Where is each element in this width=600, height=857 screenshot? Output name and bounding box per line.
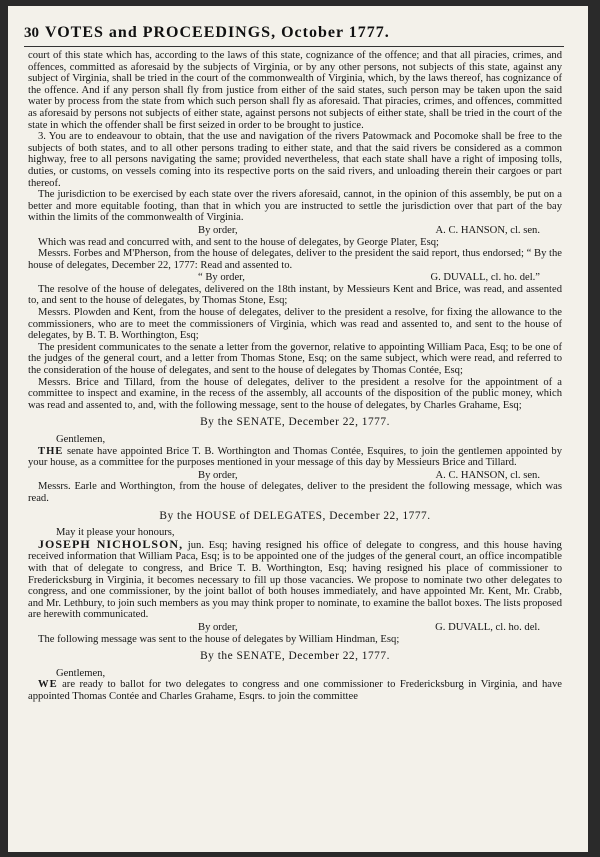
paragraph-president-letter: The president communicates to the senate a letter from the governor, relative to appointing William Paca, Esq; to be one of the judges of the general court, and a letter from Thomas Stone, Esq; on the same subject, which were read, and referred to the consideration of the house of delegates, and sent to the house of delegates by Thomas Contée, Esq;	[28, 341, 562, 377]
by-order: By order,	[198, 224, 238, 236]
lead-word: WE	[38, 679, 58, 691]
heading-house-delegates: By the HOUSE of DELEGATES, December 22, 1777.	[159, 509, 431, 522]
paragraph-senate-appointed: THE senate have appointed Brice T. B. Worthington and Thomas Contée, Esquires, to join the gentlemen appointed by your house, as a committee for the purposes mentioned in your message of this day by Messieurs Brice and Tillard.	[28, 445, 562, 469]
header-rule	[24, 46, 564, 47]
paragraph-resolve-18th: The resolve of the house of delegates, delivered on the 18th instant, by Messieurs Kent and Brice, was read, and assented to, and sent to the house of delegates, by Thomas Stone, Esq;	[28, 283, 562, 307]
salutation-1: Gentlemen,	[56, 434, 106, 445]
paragraph-ready-ballot: WE are ready to ballot for two delegates to congress and one commissioner to Fredericksburg in Virginia, and have appointed Thomas Contée and Charles Grahame, Esqrs. to join the committee	[28, 679, 562, 702]
paragraph-jurisdiction-offences: court of this state which has, according to the laws of this state, cognizance of the offence; and that all piracies, crimes, and offences, committed as aforesaid by the subjects of Virginia, or by any other persons, not subjects of this state, against any subject of Virginia, shall be tried in the court of the commonwealth of Virginia, which, by the laws thereof, has cognizance of the offence. And if any person shall fly from justice from either of the said states, such person may be taken upon the said water by process from the state from which such person shall fly as aforesaid. That piracies, crimes, and offences, committed as aforesaid by persons not subjects of either state, against persons not subjects of either state, shall be tried in the court of the state in which the offender shall be first seized in order to be brought to justice.	[28, 50, 562, 131]
salutation-2: May it please your honours,	[56, 527, 175, 539]
by-order: “ By order,	[198, 272, 245, 284]
signature-hanson-2	[28, 470, 562, 482]
signatory: A. C. HANSON, cl. sen.	[435, 224, 540, 236]
page-body	[28, 50, 562, 702]
paragraph-forbes-report: Messrs. Forbes and M'Pherson, from the house of delegates, deliver to the president the said report, thus endorsed; “ By the house of delegates, December 22, 1777: Read and assented to.	[28, 248, 562, 271]
document-page	[8, 6, 588, 852]
lead-name: JOSEPH NICHOLSON,	[38, 536, 184, 551]
heading-senate-2: By the SENATE, December 22, 1777.	[200, 650, 390, 663]
paragraph-message-hindman: The following message was sent to the house of delegates by William Hindman, Esq;	[38, 633, 400, 645]
paragraph-earle-worthington: Messrs. Earle and Worthington, from the house of delegates, deliver to the president the following message, which was read.	[28, 481, 562, 504]
paragraph-jurisdiction-bay: The jurisdiction to be exercised by each state over the rivers aforesaid, cannot, in the opinion of this assembly, be put on a better and more equitable footing, than that in which you are instructed to settle the jurisdiction over that part of the bay within the limits of the commonwealth of Virginia.	[28, 189, 562, 224]
signatory: A. C. HANSON, cl. sen.	[435, 469, 540, 481]
heading-senate-1: By the SENATE, December 22, 1777.	[200, 416, 390, 429]
running-title: VOTES and PROCEEDINGS, October 1777.	[45, 24, 390, 41]
paragraph-concurred: Which was read and concurred with, and sent to the house of delegates, by George Plater, Esq;	[38, 236, 439, 248]
paragraph-nicholson: JOSEPH NICHOLSON, jun. Esq; having resigned his office of delegate to congress, and this house having received information that William Paca, Esq; is to be appointed one of the judges of the general court, an office incompatible with that of delegate to congress, and Brice T. B. Worthington, Esq; having resigned his place of commissioner to Fredericksburg in Virginia, it becomes necessary to fill up those vacancies. We propose to nominate two other delegates to congress, and one commissioner, by the joint ballot of both houses immediately, and have appointed Mr. Kent, Mr. Crabb, and Mr. Lethbury, to join such members as you may think proper to nominate, to examine the ballot boxes. The lists proposed are herewith communicated.	[28, 536, 562, 621]
signature-duvall-2	[28, 622, 562, 634]
page-number: 30	[24, 25, 39, 41]
paragraph-plowden-kent: Messrs. Plowden and Kent, from the house of delegates, deliver to the president a resolve, for fixing the allowance to the commissioners, who are to meet the commissioners of Virginia, which was read and assented to, and sent to the house of delegates, by B. T. B. Worthington, Esq;	[28, 307, 562, 342]
paragraph-brice-tillard: Messrs. Brice and Tillard, from the house of delegates, deliver to the president a resolve for the appointment of a committee to inspect and examine, in the recess of the assembly, all accounts of the disposition of the public money, which was read and assented to, and, with the following message, sent to the house of delegates, by Charles Grahame, Esq;	[28, 376, 562, 411]
paragraph-navigation-rivers: 3. You are to endeavour to obtain, that the use and navigation of the rivers Patowmack and Pocomoke shall be free to the subjects of both states, and to all other persons trading to either state, and that the said rivers be considered as a common highway, free to all persons navigating the same; provided nevertheless, that each state shall have a right of imposing tolls, duties, or customs, on vessels coming into its respective ports on the said rivers, and unloading therein their cargoes or part thereof.	[28, 131, 562, 189]
salutation-3: Gentlemen,	[56, 667, 106, 679]
signatory: G. DUVALL, cl. ho. del.	[435, 621, 540, 633]
lead-word: THE	[38, 445, 64, 457]
by-order: By order,	[198, 621, 238, 633]
page-header	[24, 24, 568, 46]
signature-hanson-1	[28, 225, 562, 237]
signatory: G. DUVALL, cl. ho. del.”	[430, 272, 540, 284]
by-order: By order,	[198, 469, 238, 481]
signature-duvall-1	[28, 272, 562, 284]
